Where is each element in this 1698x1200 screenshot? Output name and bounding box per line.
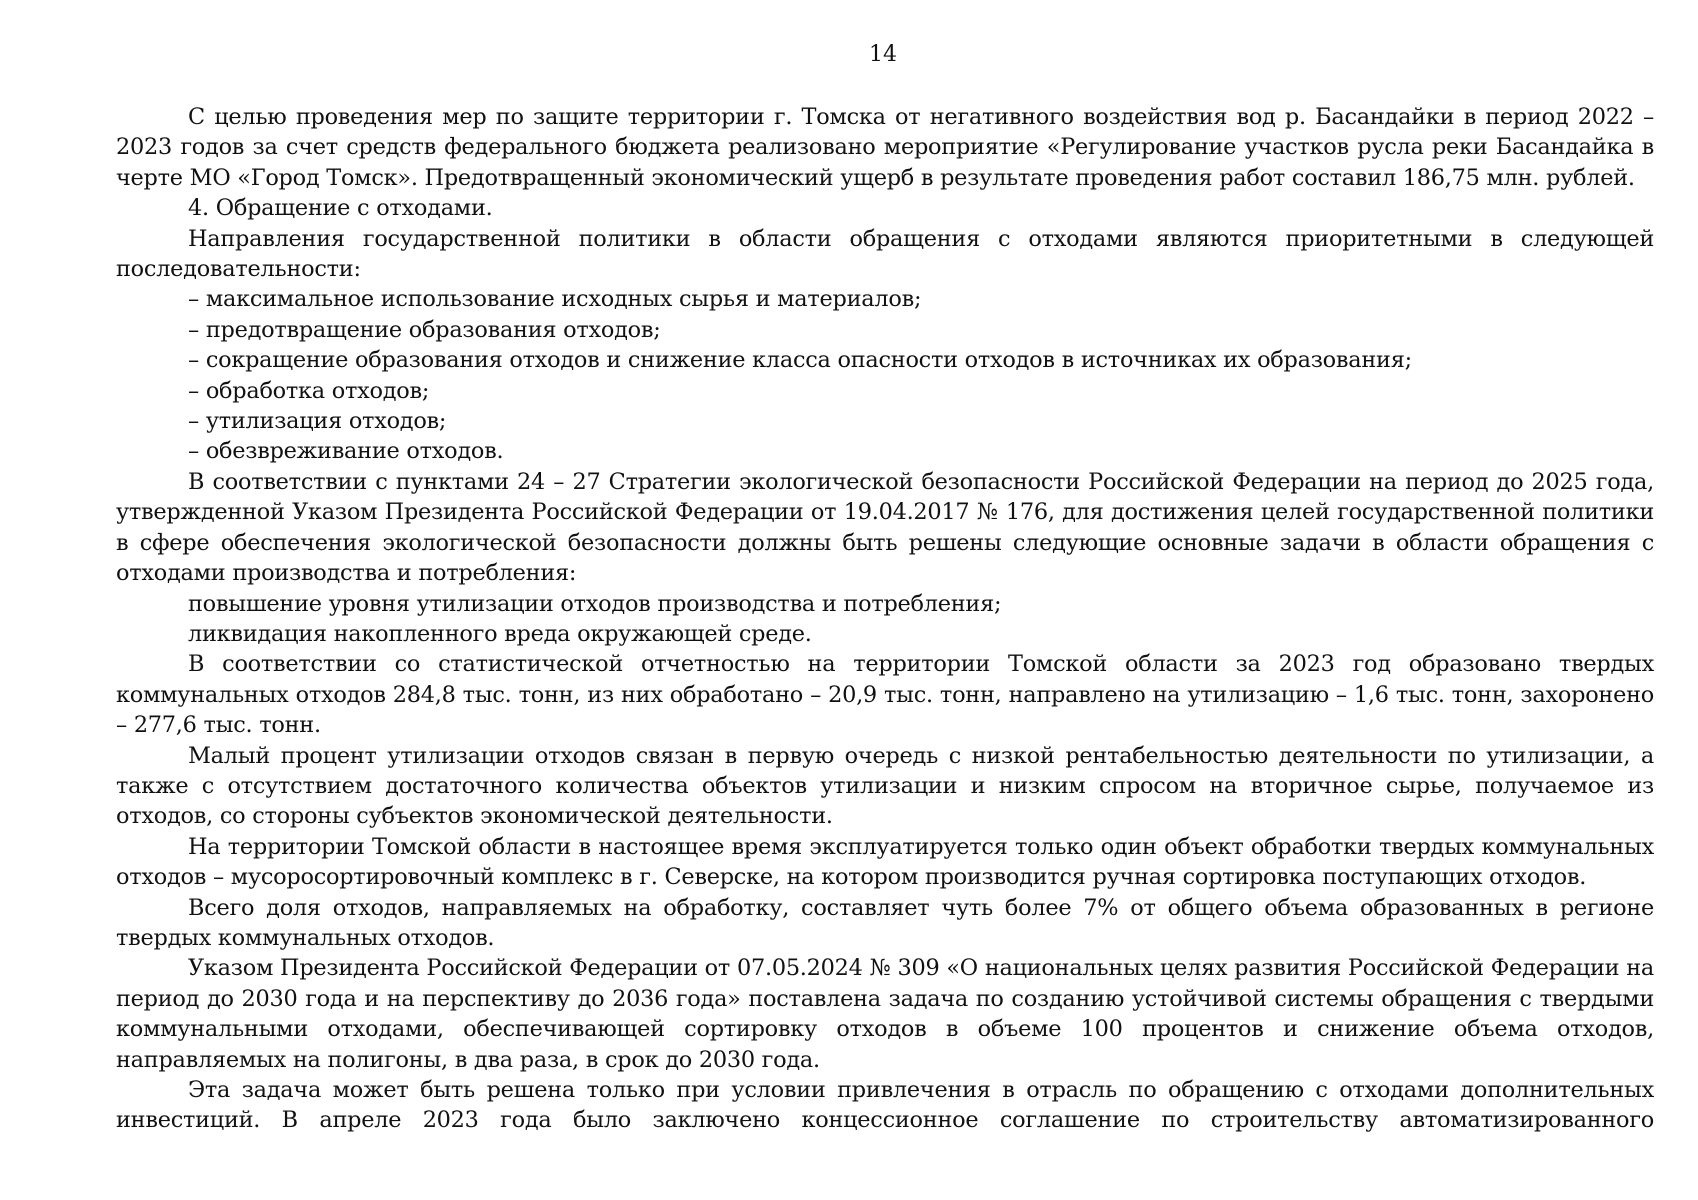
document-body (116, 102, 1654, 1136)
paragraph-policy-priorities: Направления государственной политики в области обращения с отходами являются приоритетными в следующей последовательности: (116, 225, 1654, 283)
paragraph-seversk-sorting-complex: На территории Томской области в настоящее время эксплуатируется только один объект обработки твердых коммунальных отходов – мусоросортировочный комплекс в г. Северске, на котором производится ручная сортировка поступающих отходов. (116, 833, 1654, 891)
list-item-waste-neutralization: – обезвреживание отходов. (188, 438, 504, 465)
list-item-waste-processing: – обработка отходов; (188, 377, 430, 404)
task-increase-utilization: повышение уровня утилизации отходов производства и потребления; (188, 590, 1002, 617)
paragraph-ecological-strategy: В соответствии с пунктами 24 – 27 Стратегии экологической безопасности Российской Федерации на период до 2025 года, утвержденной Указом Президента Российской Федерации от 19.04.2017 № 176, для достижения целей государственной политики в сфере обеспечения экологической безопасности должны быть решены следующие основные задачи в области обращения с отходами производства и потребления: (116, 468, 1654, 587)
paragraph-presidential-decree-309: Указом Президента Российской Федерации от 07.05.2024 № 309 «О национальных целях развития Российской Федерации на период до 2030 года и на перспективу до 2036 года» поставлена задача по созданию устойчивой системы обращения с твердыми коммунальными отходами, обеспечивающей сортировку отходов в объеме 100 процентов и снижение объема отходов, направляемых на полигоны, в два раза, в срок до 2030 года. (116, 955, 1654, 1073)
list-item-max-use-of-materials: – максимальное использование исходных сырья и материалов; (188, 286, 922, 313)
paragraph-low-utilization-reasons: Малый процент утилизации отходов связан в первую очередь с низкой рентабельностью деятельности по утилизации, а также с отсутствием достаточного количества объектов утилизации и низким спросом на вторичное сырье, получаемое из отходов, со стороны субъектов экономической деятельности. (116, 742, 1654, 830)
list-item-waste-utilization: – утилизация отходов; (188, 408, 447, 435)
paragraph-waste-statistics-2023: В соответствии со статистической отчетностью на территории Томской области за 2023 год образовано твердых коммунальных отходов 284,8 тыс. тонн, из них обработано – 20,9 тыс. тонн, направлено на утилизацию – 1,6 тыс. тонн, захоронено – 277,6 тыс. тонн. (116, 651, 1654, 739)
page-number: 14 (869, 42, 897, 67)
list-item-waste-reduction: – сокращение образования отходов и снижение класса опасности отходов в источниках их образования; (188, 347, 1412, 374)
section-heading-waste-management: 4. Обращение с отходами. (188, 195, 493, 222)
paragraph-investment-concession: Эта задача может быть решена только при условии привлечения в отрасль по обращению с отходами дополнительных инвестиций. В апреле 2023 года было заключено концессионное соглашение по строительству автоматизированного (116, 1077, 1654, 1134)
paragraph-processing-share: Всего доля отходов, направляемых на обработку, составляет чуть более 7% от общего объема образованных в регионе твердых коммунальных отходов. (116, 894, 1654, 951)
paragraph-basandayka-regulation: С целью проведения мер по защите территории г. Томска от негативного воздействия вод р. Басандайки в период 2022 – 2023 годов за счет средств федерального бюджета реализовано мероприятие «Регулирование участков русла реки Басандайка в черте МО «Город Томск». Предотвращенный экономический ущерб в результате проведения работ составил 186,75 млн. рублей. (116, 104, 1654, 191)
list-item-waste-prevention: – предотвращение образования отходов; (188, 316, 661, 343)
task-eliminate-accumulated-harm: ликвидация накопленного вреда окружающей среде. (188, 620, 812, 647)
